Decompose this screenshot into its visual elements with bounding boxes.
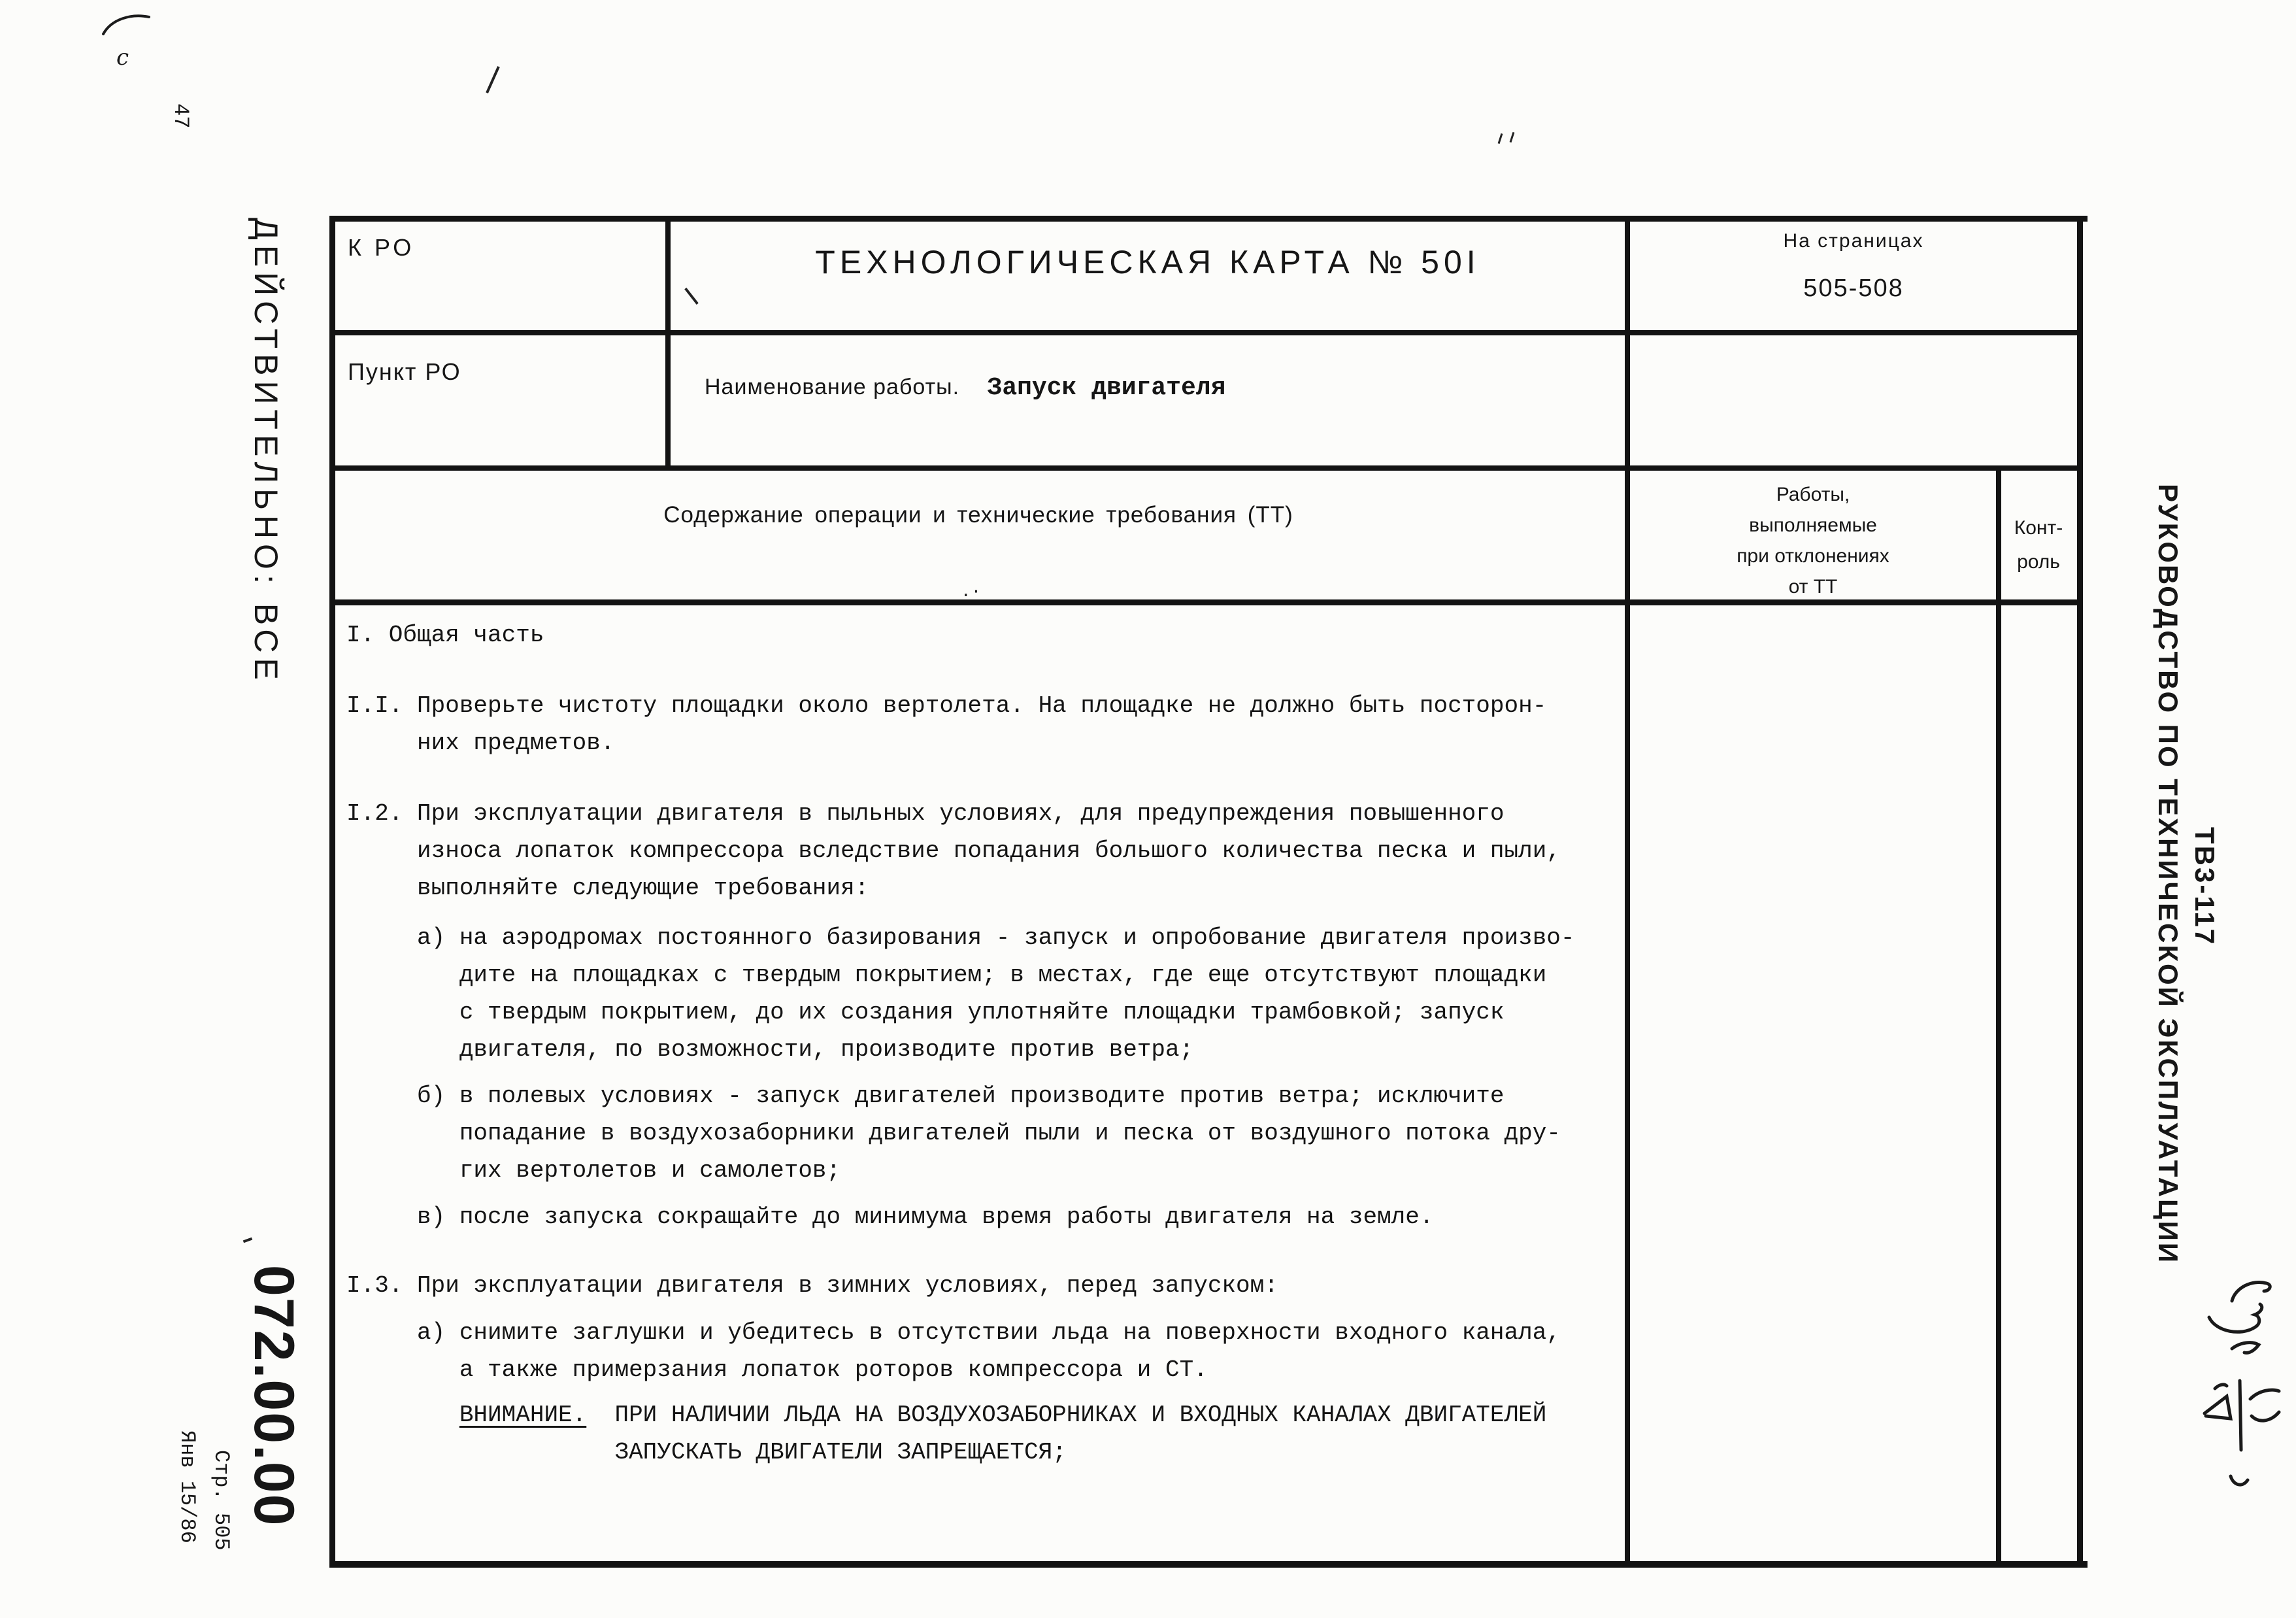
margin-chapter-code: 072.00.00	[242, 1265, 305, 1527]
body-line-1-2c: выполняйте следующие требования:	[346, 875, 869, 902]
col-header-deviation-line4: от ТТ	[1788, 576, 1838, 598]
col-header-deviation	[1630, 479, 1996, 602]
body-line-1-1b: них предметов.	[346, 730, 615, 756]
stray-tick-mark-2	[1510, 132, 1515, 143]
body-line-1-3-a1: а) снимите заглушки и убедитесь в отсутствии льда на поверхности входного канала,	[346, 1319, 1561, 1346]
table-border-bottom	[329, 1561, 2088, 1568]
body-line-section1: I. Общая часть	[346, 622, 544, 649]
body-line-attention2: ЗАПУСКАТЬ ДВИГАТЕЛИ ЗАПРЕЩАЕТСЯ;	[346, 1439, 1067, 1466]
body-line-1-2-b1: б) в полевых условиях - запуск двигателей производите против ветра; исключите	[346, 1083, 1505, 1109]
body-line-1-2-a3: с твердым покрытием, до их создания уплотняйте площадки трамбовкой; запуск	[346, 999, 1505, 1026]
body-line-1-3-a2: а также примерзания лопаток роторов компрессора и СТ.	[346, 1357, 1208, 1383]
work-name-row	[705, 374, 1225, 402]
stray-slash-mark	[486, 66, 500, 93]
work-name-value: Запуск двигателя	[987, 374, 1226, 402]
stray-tick-mark-1	[1498, 133, 1503, 144]
attention-label: ВНИМАНИЕ.	[459, 1402, 587, 1428]
pages-range: 505-508	[1803, 275, 1904, 302]
table-border-top	[329, 216, 2088, 222]
col-header-control	[1999, 511, 2078, 579]
attention-indent	[346, 1402, 459, 1428]
body-line-1-2b: износа лопаток компрессора вследствие попадания большого количества песка и пыли,	[346, 837, 1561, 864]
cell-punkt-ro: Пункт РО	[348, 358, 461, 385]
card-title: ТЕХНОЛОГИЧЕСКАЯ КАРТА № 50I	[815, 244, 1480, 280]
col-header-deviation-line1: Работы,	[1776, 484, 1850, 505]
col-header-control-line2: роль	[2017, 551, 2060, 573]
body-line-1-2-b3: гих вертолетов и самолетов;	[346, 1157, 841, 1184]
body-line-attention	[346, 1401, 1546, 1429]
body-line-1-2a: I.2. При эксплуатации двигателя в пыльных условиях, для предупреждения повышенного	[346, 800, 1505, 827]
table-border-right	[2077, 216, 2083, 1568]
col-header-control-line1: Конт-	[2014, 517, 2063, 539]
body-line-1-2-a1: а) на аэродромах постоянного базирования - запуск и опробование двигателя произво-	[346, 924, 1575, 951]
col-header-deviation-line3: при отклонениях	[1737, 545, 1889, 567]
body-line-1-2-v: в) после запуска сокращайте до минимума время работы двигателя на земле.	[346, 1204, 1434, 1230]
table-row1-divider	[329, 330, 2083, 335]
margin-validity-text: ДЕЙСТВИТЕЛЬНО: ВСЕ	[248, 218, 284, 685]
handwritten-mark-1	[2196, 1272, 2288, 1363]
corner-pen-curve	[98, 8, 157, 47]
margin-engine-type: ТВ3-117	[2189, 827, 2220, 947]
body-line-1-3: I.3. При эксплуатации двигателя в зимних условиях, перед запуском:	[346, 1272, 1278, 1299]
stray-dash-mark	[243, 1238, 253, 1243]
table-col-divider-ro	[665, 216, 671, 471]
corner-letter-c: c	[116, 44, 129, 71]
body-line-1-1a: I.I. Проверьте чистоту площадки около вертолета. На площадке не должно быть посторон-	[346, 692, 1547, 719]
work-name-label: Наименование работы.	[705, 375, 960, 399]
body-line-1-2-b2: попадание в воздухозаборники двигателей пыли и песка от воздушного потока дру-	[346, 1120, 1561, 1147]
handwritten-mark-2	[2186, 1373, 2291, 1504]
margin-manual-title: РУКОВОДСТВО ПО ТЕХНИЧЕСКОЙ ЭКСПЛУАТАЦИИ	[2153, 484, 2184, 1265]
margin-revision-date: Янв 15/86	[175, 1430, 199, 1543]
cell-to-ro: К РО	[348, 234, 415, 261]
col-header-content: Содержание операции и технические требования (ТТ)	[663, 502, 1293, 528]
col-header-deviation-line2: выполняемые	[1749, 514, 1877, 536]
edge-page-number: 47	[169, 103, 193, 129]
body-line-1-2-a4: двигателя, по возможности, производите против ветра;	[346, 1036, 1194, 1063]
attention-text: ПРИ НАЛИЧИИ ЛЬДА НА ВОЗДУХОЗАБОРНИКАХ И ВХОДНЫХ КАНАЛАХ ДВИГАТЕЛЕЙ	[586, 1402, 1547, 1428]
pages-label: На страницах	[1783, 230, 1924, 252]
table-col-divider-control	[1996, 465, 2001, 1568]
table-col-divider-deviation	[1625, 216, 1630, 1568]
table-border-left	[329, 216, 335, 1568]
stray-backslash-mark	[684, 288, 699, 305]
stray-mark-dots: .·	[961, 582, 982, 601]
table-row2-divider	[329, 465, 2083, 471]
margin-page-number: Стр. 505	[209, 1450, 233, 1551]
body-line-1-2-a2: дите на площадках с твердым покрытием; в местах, где еще отсутствуют площадки	[346, 962, 1547, 988]
